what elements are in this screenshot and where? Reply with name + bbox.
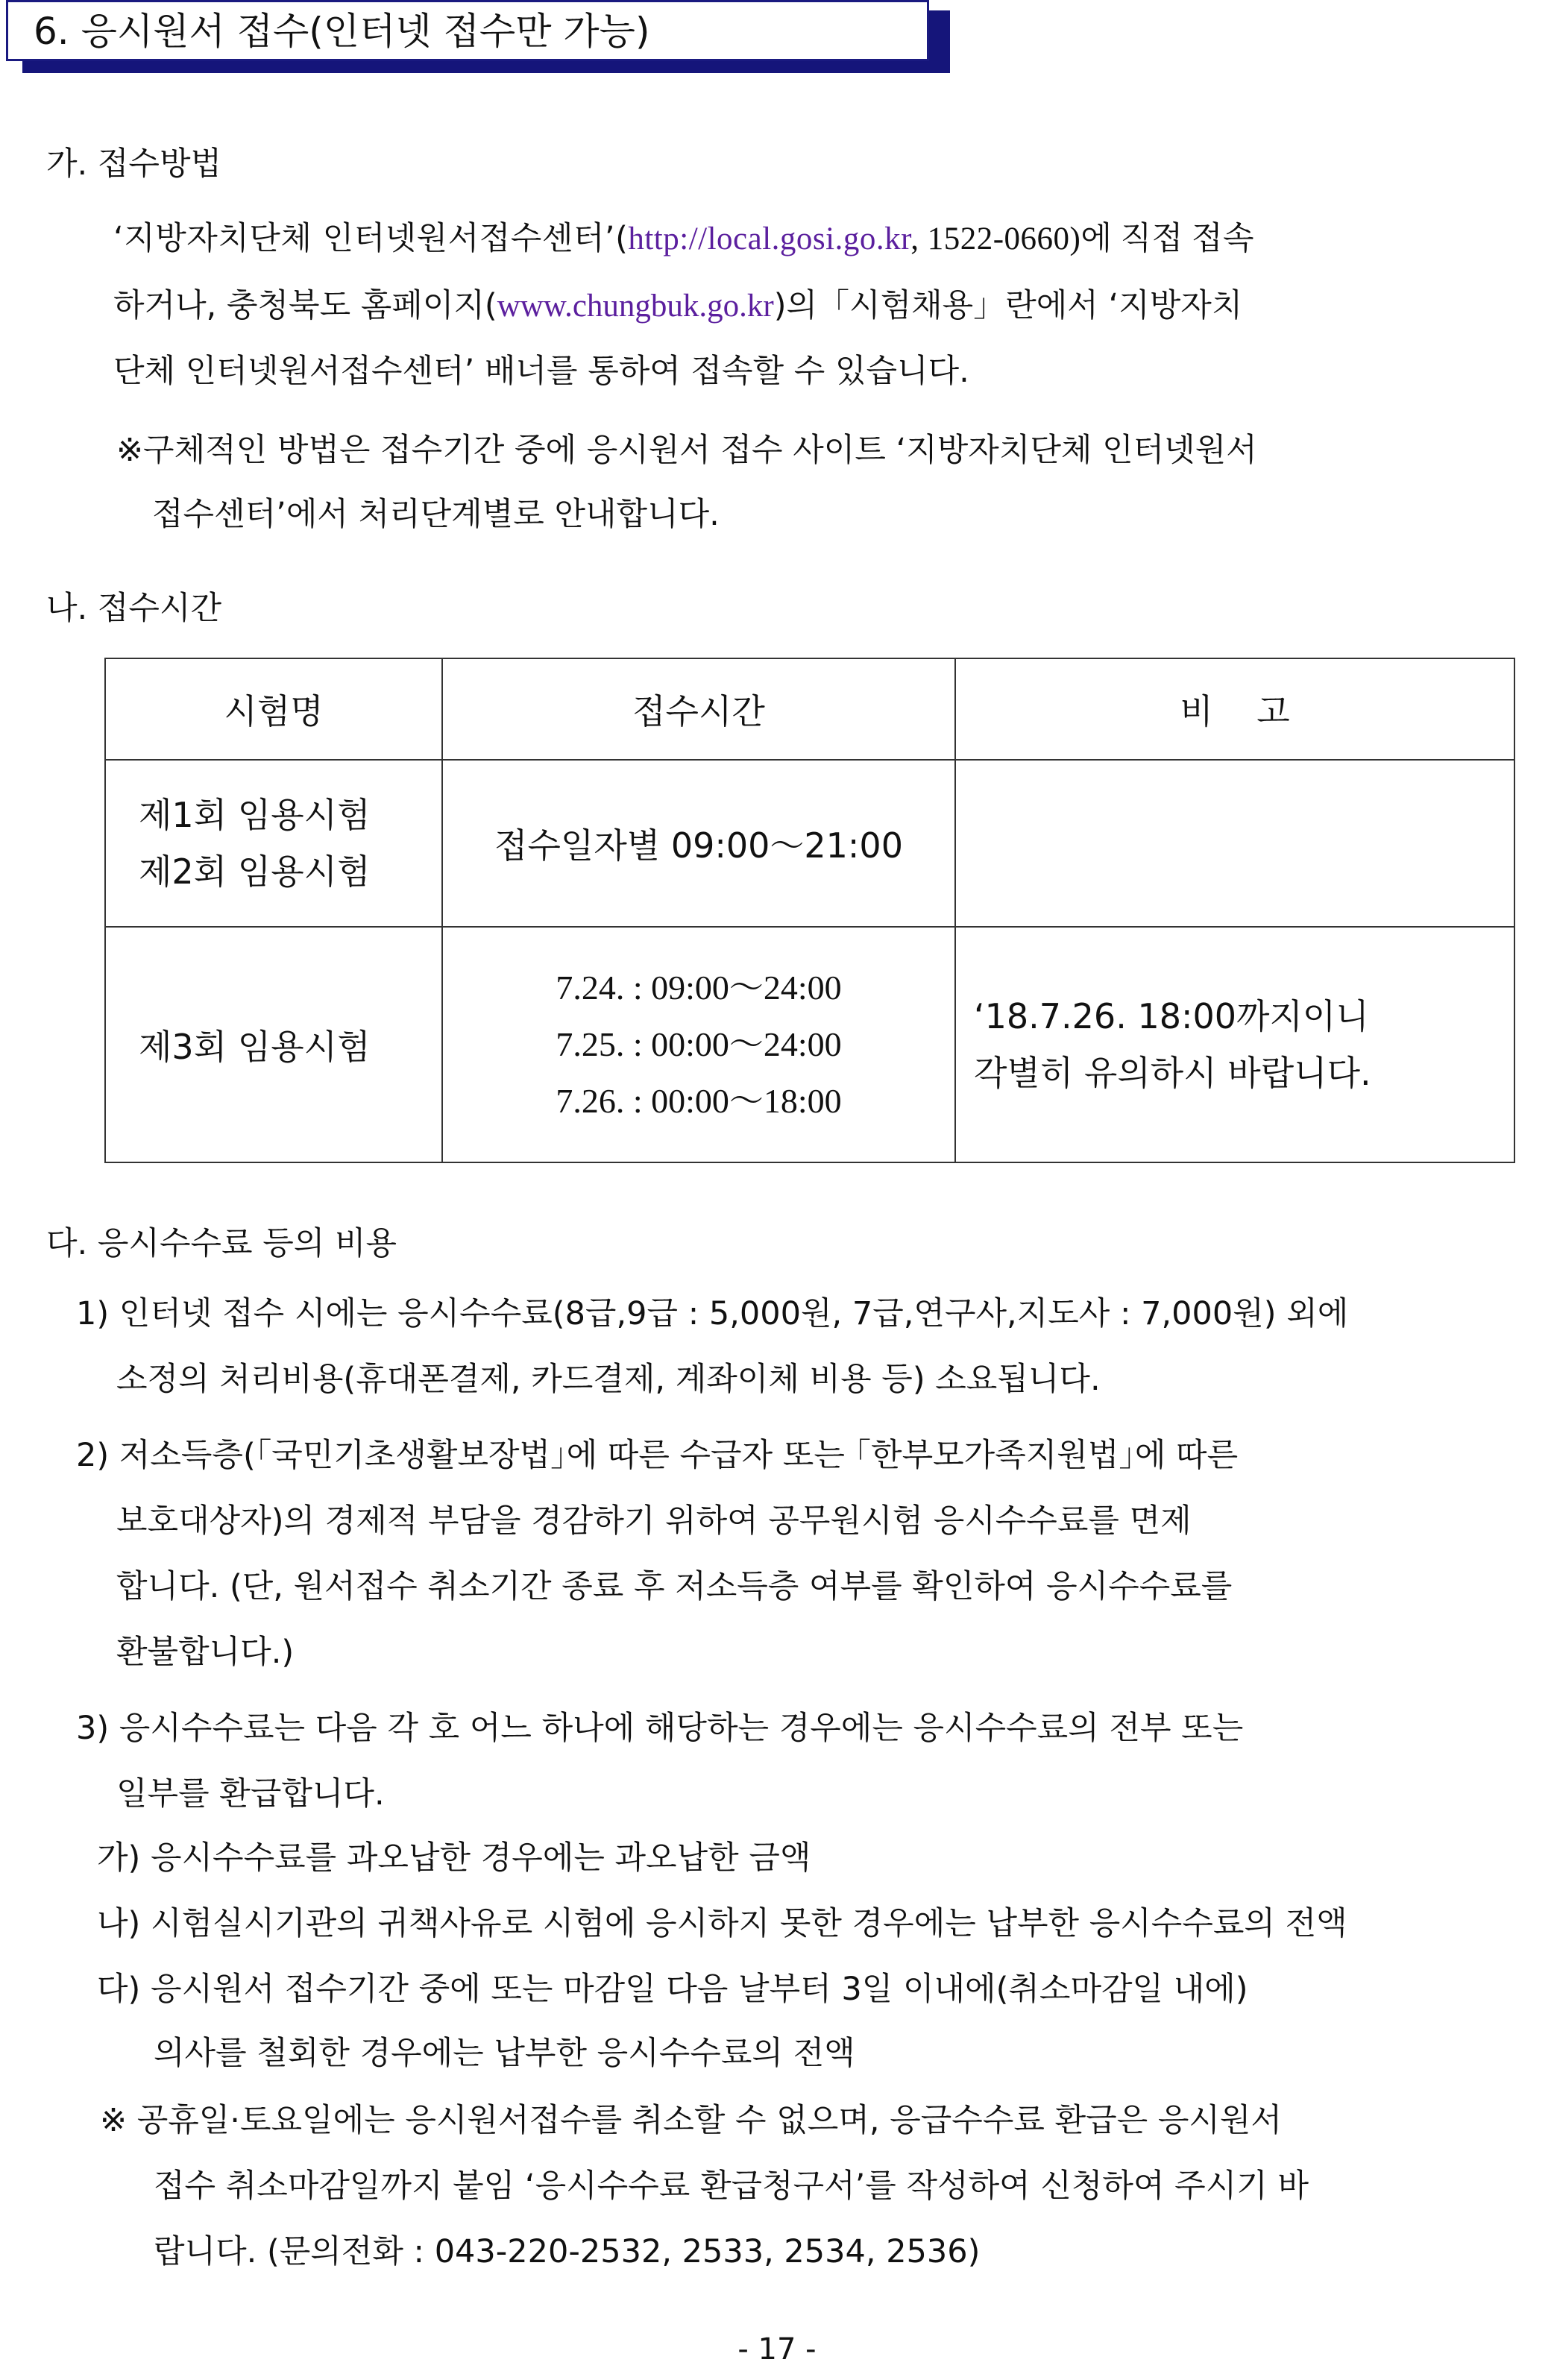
note-cell [955, 760, 1514, 927]
table-row [105, 927, 1514, 1162]
chungbuk-link[interactable]: www.chungbuk.go.kr [497, 289, 774, 324]
fee-item-1a: 1) 인터넷 접수 시에는 응시수수료(8급,9급 : 5,000원, 7급,연구사,지도사 : 7,000원) 외에 [76, 1295, 1349, 1332]
time-value: 접수일자별 09:00～21:00 [494, 825, 903, 866]
table-header-row [105, 658, 1514, 760]
table-row [105, 760, 1514, 927]
method-text: 하거나, 충청북도 홈페이지( [113, 287, 497, 324]
header-note: 비 고 [955, 658, 1514, 760]
section-title-box [6, 0, 946, 73]
time-cell [442, 760, 955, 927]
local-gosi-link[interactable]: http://local.gosi.go.kr [628, 221, 911, 256]
method-text: , 1522-0660)에 직접 접속 [910, 221, 1255, 256]
exam-name-1: 제1회 임용시험 [139, 795, 371, 835]
fee-item-2c: 합니다. (단, 원서접수 취소기간 종료 후 저소득층 여부를 확인하여 응시수수료를 [116, 1568, 1233, 1605]
method-text: )의「시험채용」란에서 ‘지방자치 [773, 287, 1243, 324]
fee-item-3a: 3) 응시수수료는 다음 각 호 어느 하나에 해당하는 경우에는 응시수수료의 전부 또는 [76, 1710, 1244, 1747]
time-cell [442, 927, 955, 1162]
fees-heading: 다. 응시수수료 등의 비용 [46, 1225, 397, 1262]
method-line-2 [113, 280, 1242, 326]
fee-item-3b: 일부를 환급합니다. [116, 1775, 385, 1813]
refund-note-1: ※ 공휴일·토요일에는 응시원서접수를 취소할 수 없으며, 응급수수료 환급은 응시원서 [100, 2102, 1283, 2139]
fee-item-1b: 소정의 처리비용(휴대폰결제, 카드결제, 계좌이체 비용 등) 소요됩니다. [116, 1361, 1101, 1398]
refund-note-2: 접수 취소마감일까지 붙임 ‘응시수수료 환급청구서’를 작성하여 신청하여 주시기 바 [154, 2168, 1309, 2205]
refund-note-3: 랍니다. (문의전화 : 043-220-2532, 2533, 2534, 2536) [154, 2233, 981, 2270]
time-value: 7.25. : 00:00～24:00 [556, 1025, 842, 1063]
exam-name-2: 제2회 임용시험 [139, 851, 371, 892]
header-exam-name: 시험명 [105, 658, 442, 760]
page-number: - 17 - [737, 2332, 817, 2367]
method-note-2: 접수센터’에서 처리단계별로 안내합니다. [152, 496, 720, 533]
exam-name-3: 제3회 임용시험 [139, 1027, 371, 1067]
fee-item-2a: 2) 저소득층(｢국민기초생활보장법｣에 따른 수급자 또는 ｢한부모가족지원법｣에 따른 [76, 1437, 1239, 1474]
refund-sub-1: 가) 응시수수료를 과오납한 경우에는 과오납한 금액 [97, 1839, 811, 1877]
method-heading: 가. 접수방법 [46, 145, 222, 183]
exam-name-cell [105, 760, 442, 927]
time-value: 7.24. : 09:00～24:00 [556, 969, 842, 1007]
note-cell [955, 927, 1514, 1162]
schedule-table [104, 658, 1515, 1163]
fee-item-2b: 보호대상자)의 경제적 부담을 경감하기 위하여 공무원시험 응시수수료를 면제 [116, 1502, 1192, 1540]
time-value: 7.26. : 00:00～18:00 [556, 1082, 842, 1120]
method-line-3: 단체 인터넷원서접수센터’ 배너를 통하여 접속할 수 있습니다. [113, 353, 969, 390]
fee-item-2d: 환불합니다.) [116, 1634, 295, 1671]
method-note-1: ※구체적인 방법은 접수기간 중에 응시원서 접수 사이트 ‘지방자치단체 인터넷원서 [116, 432, 1257, 469]
header-time: 접수시간 [442, 658, 955, 760]
exam-name-cell [105, 927, 442, 1162]
refund-sub-3b: 의사를 철회한 경우에는 납부한 응시수수료의 전액 [154, 2035, 855, 2072]
method-line-1 [113, 213, 1515, 259]
section-title: 6. 응시원서 접수(인터넷 접수만 가능) [6, 0, 929, 61]
refund-sub-2: 나) 시험실시기관의 귀책사유로 시험에 응시하지 못한 경우에는 납부한 응시수수료의 전액 [97, 1905, 1347, 1942]
note-line-1: ‘18.7.26. 18:00까지이니 [974, 996, 1369, 1036]
time-heading: 나. 접수시간 [46, 590, 222, 627]
refund-sub-3a: 다) 응시원서 접수기간 중에 또는 마감일 다음 날부터 3일 이내에(취소마감일 내에) [97, 1971, 1248, 2008]
method-text: ‘지방자치단체 인터넷원서접수센터’( [113, 220, 629, 257]
note-line-2: 각별히 유의하시 바랍니다. [974, 1053, 1371, 1093]
